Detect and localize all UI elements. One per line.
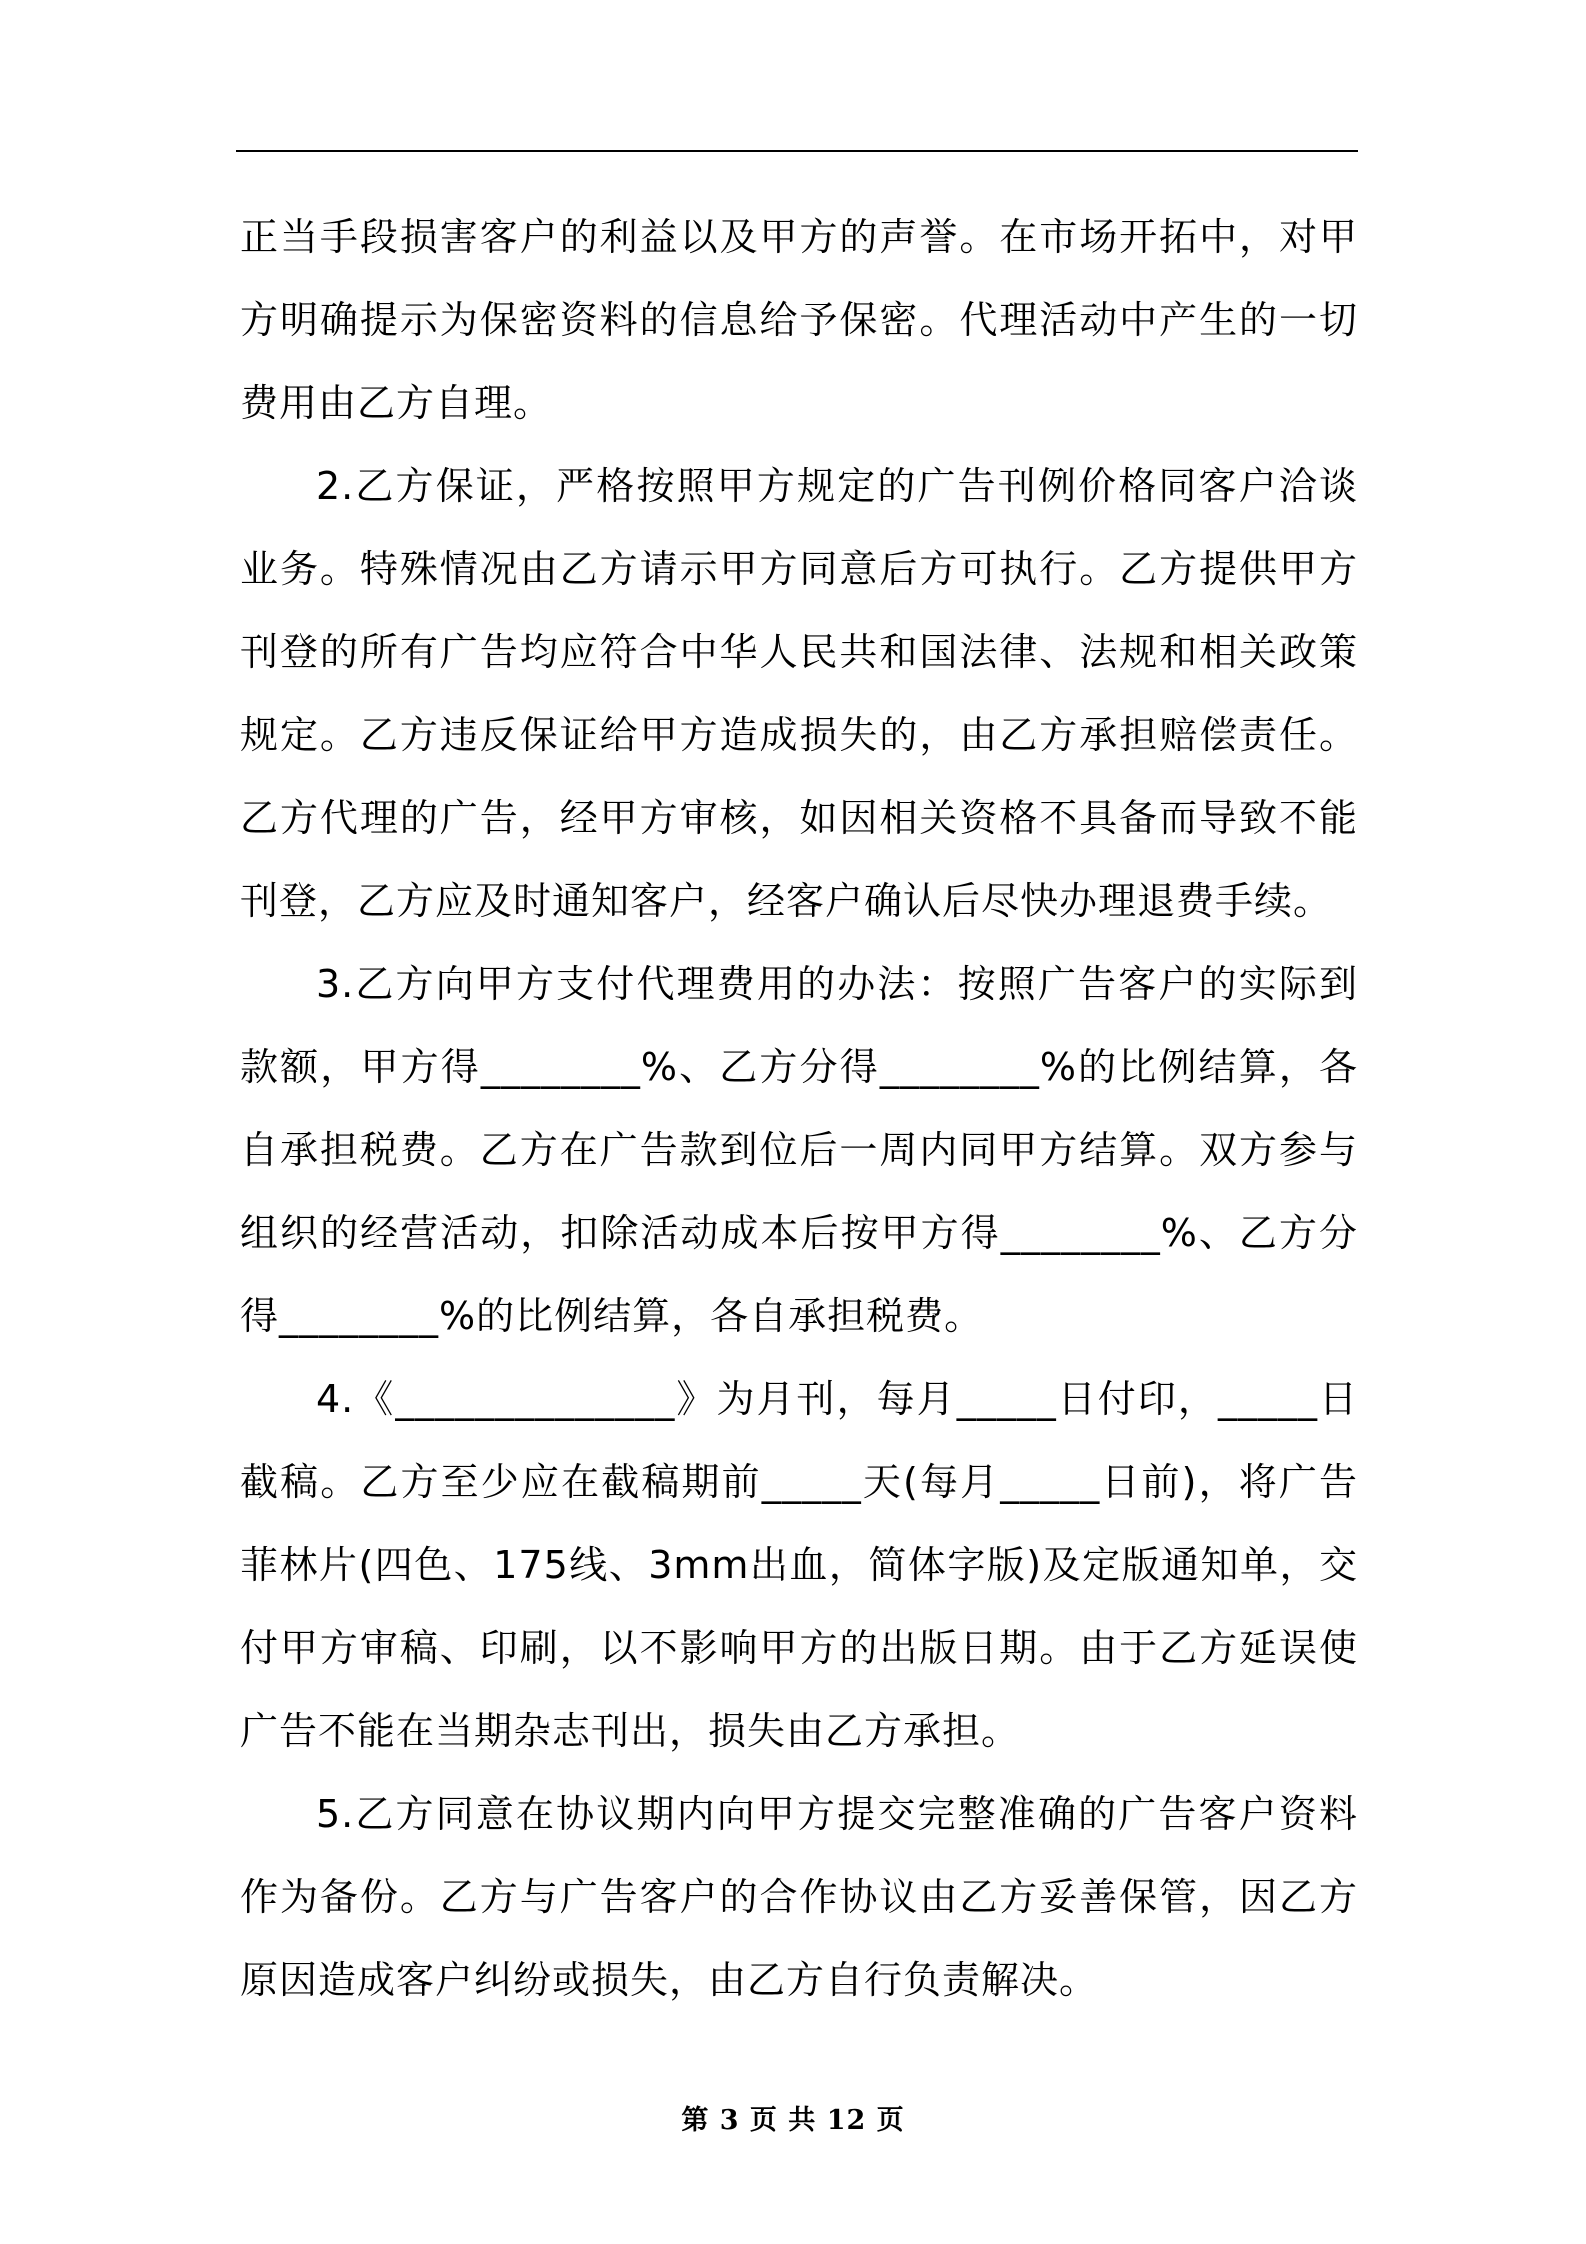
paragraph-clause-3: 3.乙方向甲方支付代理费用的办法：按照广告客户的实际到款额，甲方得________%、乙方分得________%的比例结算，各自承担税费。乙方在广告款到位后一周内同甲方结算。双方参与组织的经营活动，扣除活动成本后按甲方得________%、乙方分得________%的比例结算，各自承担税费。 — [240, 962, 1358, 1338]
page-number-footer: 第 3 页 共 12 页 — [681, 2105, 905, 2136]
paragraph-clause-2: 2.乙方保证，严格按照甲方规定的广告刊例价格同客户洽谈业务。特殊情况由乙方请示甲方同意后方可执行。乙方提供甲方刊登的所有广告均应符合中华人民共和国法律、法规和相关政策规定。乙方违反保证给甲方造成损失的，由乙方承担赔偿责任。乙方代理的广告，经甲方审核，如因相关资格不具备而导致不能刊登，乙方应及时通知客户，经客户确认后尽快办理退费手续。 — [240, 464, 1358, 923]
paragraph-clause-4: 4.《______________》为月刊，每月_____日付印，_____日截稿。乙方至少应在截稿期前_____天(每月_____日前)，将广告菲林片(四色、175线、3mm出血，简体字版)及定版通知单，交付甲方审稿、印刷，以不影响甲方的出版日期。由于乙方延误使广告不能在当期杂志刊出，损失由乙方承担。 — [240, 1377, 1358, 1753]
paragraph-clause-5: 5.乙方同意在协议期内向甲方提交完整准确的广告客户资料作为备份。乙方与广告客户的合作协议由乙方妥善保管，因乙方原因造成客户纠纷或损失，由乙方自行负责解决。 — [240, 1792, 1358, 2002]
paragraph-continuation: 正当手段损害客户的利益以及甲方的声誉。在市场开拓中，对甲方明确提示为保密资料的信息给予保密。代理活动中产生的一切费用由乙方自理。 — [240, 215, 1358, 425]
document-body — [240, 196, 1358, 2022]
header-rule — [236, 150, 1358, 152]
